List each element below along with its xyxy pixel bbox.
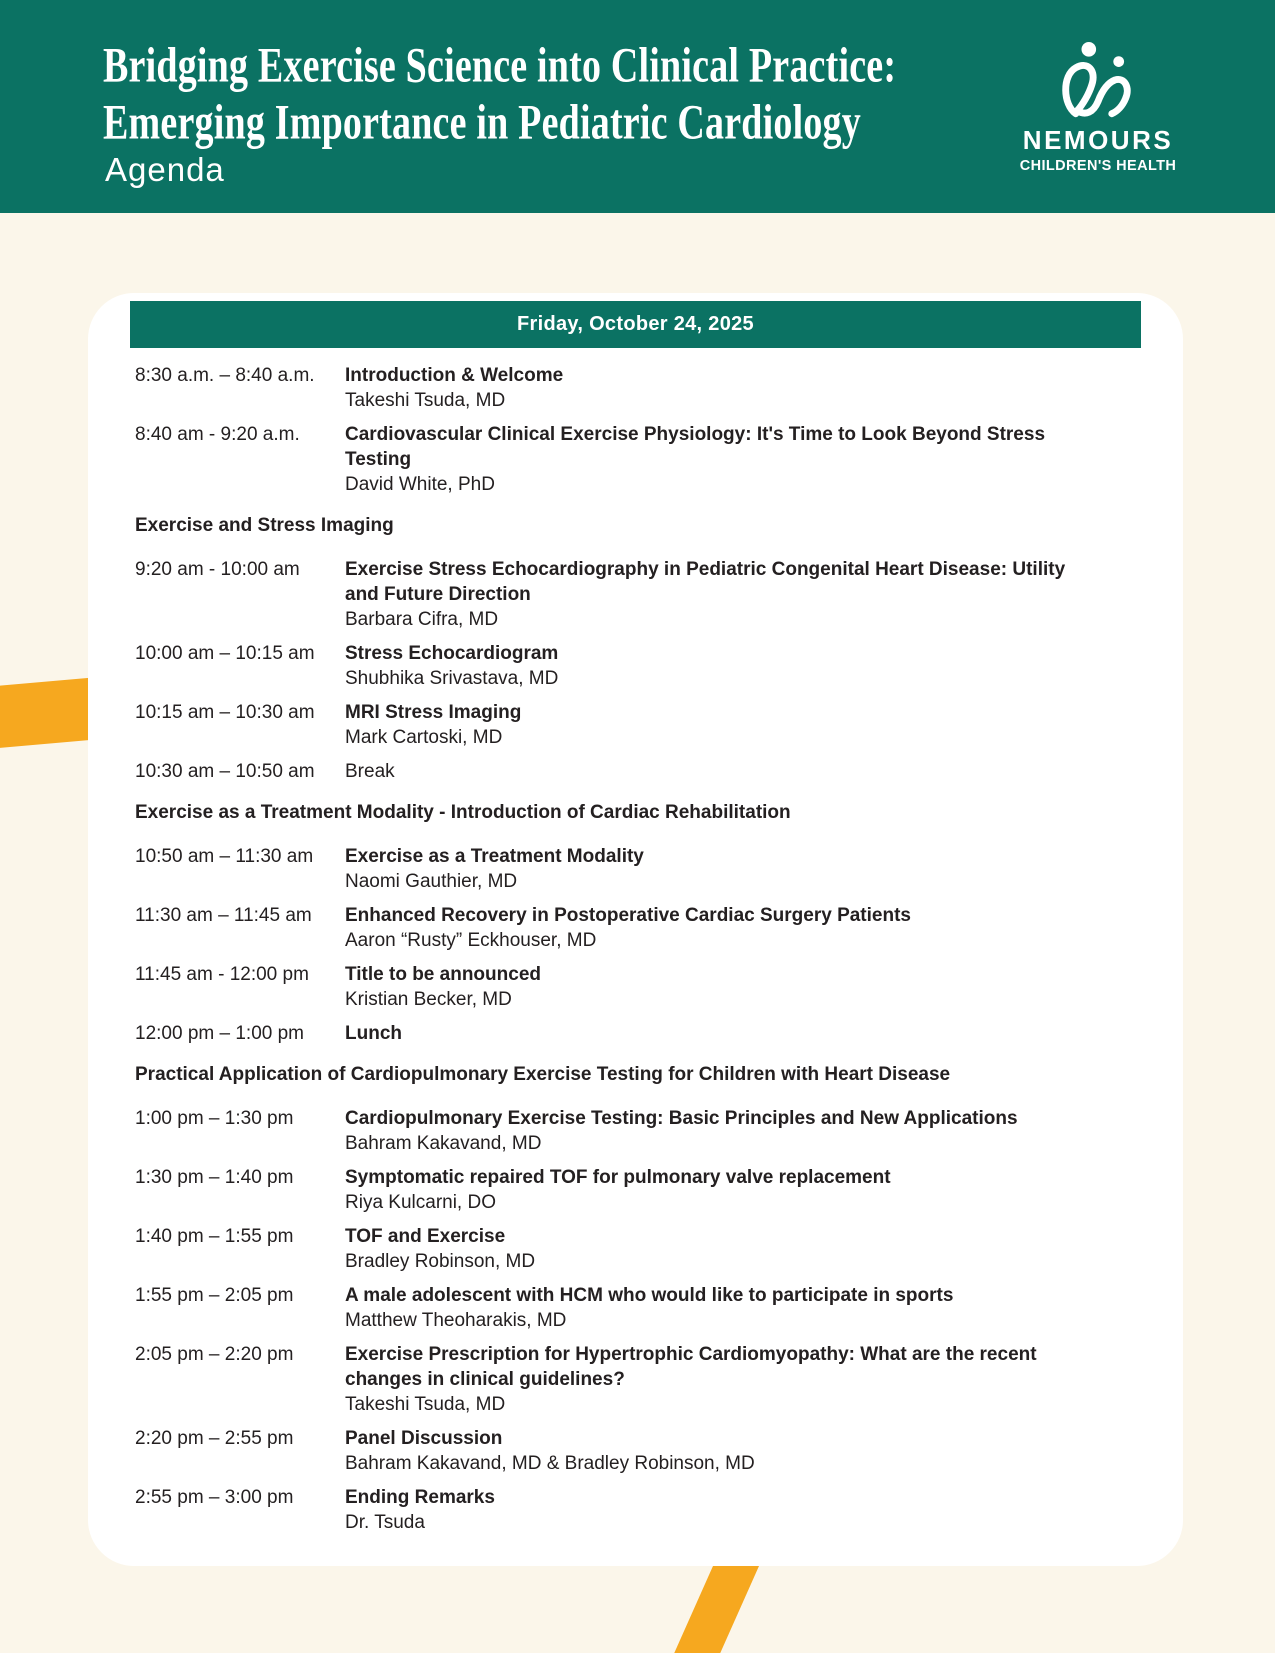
session-detail: [345, 1426, 1083, 1476]
session-title: Panel Discussion: [345, 1428, 503, 1449]
session-speaker: Barbara Cifra, MD: [345, 609, 499, 630]
agenda-row: [135, 1021, 1083, 1046]
orange-left-band: [0, 677, 99, 748]
session-time: 8:30 a.m. – 8:40 a.m.: [135, 365, 315, 386]
session-time: 11:45 am - 12:00 pm: [135, 964, 309, 985]
agenda-row: [135, 903, 1083, 953]
agenda-row: [135, 1342, 1083, 1417]
agenda-row: [135, 759, 1083, 784]
session-detail: [345, 557, 1083, 632]
session-detail: [345, 1021, 1083, 1046]
session-detail: [345, 1224, 1083, 1274]
session-speaker: Riya Kulcarni, DO: [345, 1192, 496, 1213]
session-speaker: Bahram Kakavand, MD & Bradley Robinson, MD: [345, 1453, 755, 1474]
session-title: Break: [345, 761, 395, 782]
agenda-row: [135, 1224, 1083, 1274]
session-title: Ending Remarks: [345, 1487, 495, 1508]
logo-name: NEMOURS: [1022, 125, 1174, 155]
agenda-section-header: Exercise and Stress Imaging: [135, 515, 394, 536]
session-title: Lunch: [345, 1023, 402, 1044]
session-speaker: David White, PhD: [345, 474, 495, 495]
agenda-row: [135, 557, 1083, 632]
agenda-row: [135, 1426, 1083, 1476]
orange-bottom-stripe: [674, 1557, 763, 1653]
session-speaker: Bradley Robinson, MD: [345, 1251, 536, 1272]
session-time: 10:30 am – 10:50 am: [135, 761, 315, 782]
session-detail: [345, 903, 1083, 953]
session-title: Stress Echocardiogram: [345, 643, 559, 664]
session-time: 2:05 pm – 2:20 pm: [135, 1344, 294, 1365]
nemours-logo: [1013, 40, 1183, 174]
session-detail: [345, 1165, 1083, 1215]
session-title: Exercise Stress Echocardiography in Pediatric Congenital Heart Disease: Utility and Future Direction: [345, 559, 1066, 605]
page-subtitle: Agenda: [105, 151, 225, 188]
agenda-section-header: Practical Application of Cardiopulmonary Exercise Testing for Children with Heart Disease: [135, 1064, 951, 1085]
session-detail: [345, 641, 1083, 691]
session-speaker: Matthew Theoharakis, MD: [345, 1310, 567, 1331]
session-detail: [345, 700, 1083, 750]
agenda-row: [135, 363, 1083, 413]
session-detail: [345, 1283, 1083, 1333]
session-title: TOF and Exercise: [345, 1226, 506, 1247]
session-time: 10:15 am – 10:30 am: [135, 702, 315, 723]
session-speaker: Shubhika Srivastava, MD: [345, 668, 559, 689]
session-title: A male adolescent with HCM who would like to participate in sports: [345, 1285, 954, 1306]
agenda-row: [135, 1485, 1083, 1535]
session-detail: [345, 962, 1083, 1012]
session-time: 2:20 pm – 2:55 pm: [135, 1428, 294, 1449]
logo-tagline: CHILDREN'S HEALTH: [1019, 158, 1177, 174]
date-banner: Friday, October 24, 2025: [130, 301, 1141, 348]
session-time: 8:40 am - 9:20 a.m.: [135, 424, 300, 445]
agenda-section-header: Exercise as a Treatment Modality - Introduction of Cardiac Rehabilitation: [135, 802, 791, 823]
session-speaker: Bahram Kakavand, MD: [345, 1133, 542, 1154]
agenda-row: [135, 641, 1083, 691]
session-title: Cardiovascular Clinical Exercise Physiology: It's Time to Look Beyond Stress Testing: [345, 424, 1046, 470]
session-title: Exercise Prescription for Hypertrophic Cardiomyopathy: What are the recent changes in clinical guidelines?: [345, 1344, 1037, 1390]
session-time: 10:00 am – 10:15 am: [135, 643, 315, 664]
session-title: Introduction & Welcome: [345, 365, 564, 386]
page-title: [103, 38, 896, 152]
agenda-card: [88, 293, 1183, 1566]
session-speaker: Takeshi Tsuda, MD: [345, 1394, 506, 1415]
session-time: 1:40 pm – 1:55 pm: [135, 1226, 294, 1247]
session-speaker: Kristian Becker, MD: [345, 989, 512, 1010]
session-title: Enhanced Recovery in Postoperative Cardiac Surgery Patients: [345, 905, 911, 926]
agenda-row: [135, 1283, 1083, 1333]
session-time: 1:55 pm – 2:05 pm: [135, 1285, 294, 1306]
agenda-rows: [88, 363, 1183, 1535]
session-time: 1:00 pm – 1:30 pm: [135, 1108, 294, 1129]
session-detail: [345, 1485, 1083, 1535]
header-banner: [0, 0, 1275, 213]
page-title-line1: Bridging Exercise Science into Clinical Practice:: [103, 38, 897, 94]
session-detail: [345, 844, 1083, 894]
page-title-line2: Emerging Importance in Pediatric Cardiology: [103, 94, 861, 151]
session-detail: [345, 1342, 1083, 1417]
session-time: 10:50 am – 11:30 am: [135, 846, 314, 867]
session-time: 12:00 pm – 1:00 pm: [135, 1023, 304, 1044]
agenda-row: [135, 962, 1083, 1012]
session-time: 9:20 am - 10:00 am: [135, 559, 300, 580]
session-detail: [345, 1106, 1083, 1156]
session-title: Symptomatic repaired TOF for pulmonary valve replacement: [345, 1167, 891, 1188]
agenda-row: [135, 1106, 1083, 1156]
session-time: 1:30 pm – 1:40 pm: [135, 1167, 294, 1188]
agenda-row: [135, 1165, 1083, 1215]
session-title: Title to be announced: [345, 964, 541, 985]
session-detail: [345, 759, 1083, 784]
session-speaker: Takeshi Tsuda, MD: [345, 390, 506, 411]
agenda-row: [135, 700, 1083, 750]
session-time: 11:30 am – 11:45 am: [135, 905, 312, 926]
session-title: MRI Stress Imaging: [345, 702, 522, 723]
nemours-figures-icon: [1013, 40, 1183, 120]
session-detail: [345, 363, 1083, 413]
session-speaker: Dr. Tsuda: [345, 1512, 425, 1533]
agenda-row: [135, 422, 1083, 497]
agenda-row: [135, 844, 1083, 894]
session-title: Cardiopulmonary Exercise Testing: Basic Principles and New Applications: [345, 1108, 1018, 1129]
session-title: Exercise as a Treatment Modality: [345, 846, 644, 867]
session-detail: [345, 422, 1083, 497]
session-speaker: Naomi Gauthier, MD: [345, 871, 518, 892]
session-speaker: Aaron “Rusty” Eckhouser, MD: [345, 930, 597, 951]
session-speaker: Mark Cartoski, MD: [345, 727, 503, 748]
session-time: 2:55 pm – 3:00 pm: [135, 1487, 294, 1508]
